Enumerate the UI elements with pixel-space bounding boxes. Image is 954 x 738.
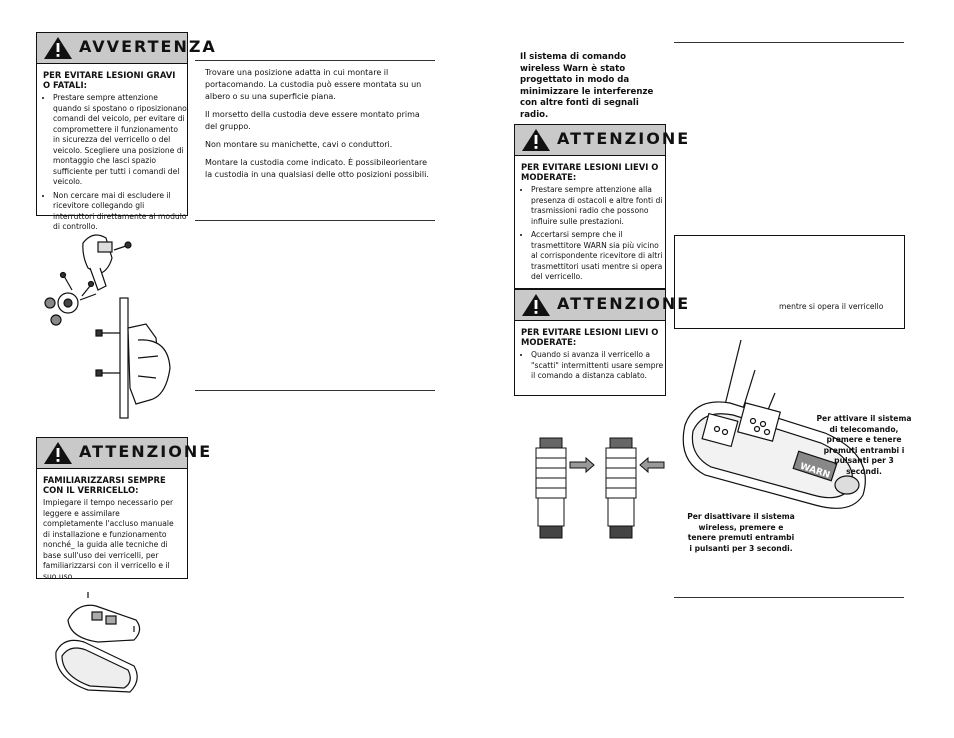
warning-triangle-icon (521, 128, 551, 152)
caption-deactivate: Per disattivare il sistema wireless, premere e tenere premuti entrambi i pulsanti per 3 secondi. (687, 512, 795, 553)
warning-triangle-icon (43, 441, 73, 465)
wireless-intro: Il sistema di comando wireless Warn è stato progettato in modo da minimizzare le interferenze con altre fonti di segnali radio. (520, 52, 654, 120)
attention-box-familiarize (36, 437, 213, 581)
mounting-instructions (205, 67, 433, 187)
attention-box-obstacles (514, 124, 691, 289)
warning-list (37, 93, 187, 233)
list-item: • Prestare sempre attenzione alla presenza di ostacoli e altre fonti di trasmissioni radio che possono influire sulle prestazioni. (531, 185, 665, 227)
attention-list (515, 350, 665, 382)
divider (195, 390, 435, 391)
attention-header (37, 438, 213, 469)
attention-header (515, 125, 691, 156)
warning-box-avvertenza (36, 32, 217, 231)
warning-lead: PER EVITARE LESIONI GRAVI O FATALI: (43, 70, 176, 90)
attention-box-jogging (514, 289, 691, 396)
remote-holder-illustration (48, 590, 148, 702)
divider (195, 60, 435, 61)
note-box (674, 235, 905, 329)
attention-title: ATTENZIONE (557, 129, 691, 148)
attention-header (515, 290, 691, 321)
paragraph: Il morsetto della custodia deve essere montato prima del gruppo. (205, 110, 420, 131)
attention-title: ATTENZIONE (79, 442, 213, 461)
attention-lead: FAMILIARIZZARSI SEMPRE CON IL VERRICELLO: (43, 475, 166, 495)
paragraph: Trovare una posizione adatta in cui montare il portacomando. La custodia può essere montata su un albero o su una superficie piana. (205, 68, 422, 101)
divider (195, 220, 435, 221)
divider (674, 597, 904, 598)
warning-title: AVVERTENZA (79, 37, 217, 56)
warning-triangle-icon (521, 293, 551, 317)
attention-lead: PER EVITARE LESIONI LIEVI O MODERATE: (521, 327, 659, 347)
warning-triangle-icon (43, 36, 73, 60)
receiver-connection-illustration (528, 430, 668, 545)
paragraph: Montare la custodia come indicato. È possibileorientare la custodia in una qualsiasi delle otto posizioni possibili. (205, 158, 429, 179)
caption-activate: Per attivare il sistema di telecomando, premere e tenere premuti entrambi i pulsanti per 3 secondi. (816, 414, 912, 476)
list-item: • Prestare sempre attenzione quando si spostano o riposizionano comandi del veicolo, per evitare di compromettere il funzionamento in sicurezza del verricello o del veicolo. Scegliere una posizione di montaggio che lasci spazio sufficiente per tutti i comandi del veicolo. (53, 93, 187, 188)
attention-title: ATTENZIONE (557, 294, 691, 313)
warning-header (37, 33, 217, 64)
paragraph: Non montare su manichette, cavi o conduttori. (205, 140, 393, 149)
divider (674, 42, 904, 43)
remote-logo: WARN (798, 461, 832, 481)
list-item: • Quando si avanza il verricello a "scatti" intermittenti usare sempre il comando a distanza cablato. (531, 350, 665, 382)
mount-assembly-illustration (38, 228, 188, 423)
attention-lead: PER EVITARE LESIONI LIEVI O MODERATE: (521, 162, 659, 182)
attention-text: Impiegare il tempo necessario per leggere e assimilare completamente l'accluso manuale di installazione e funzionamento nonché_ la guida alle tecniche di base sull'uso dei verricelli, per familiarizzarsi con il verricello e il suo uso. (43, 498, 174, 581)
list-item: • Accertarsi sempre che il trasmettitore WARN sia più vicino al corrispondente ricevitore di altri trasmettitori usati mentre si opera del verricello. (531, 230, 665, 283)
list-item: • Non cercare mai di escludere il ricevitore collegando gli interruttori direttamente al modulo di controllo. (53, 191, 187, 233)
attention-list (515, 185, 665, 283)
note-box-text: mentre si opera il verricello (779, 302, 884, 311)
